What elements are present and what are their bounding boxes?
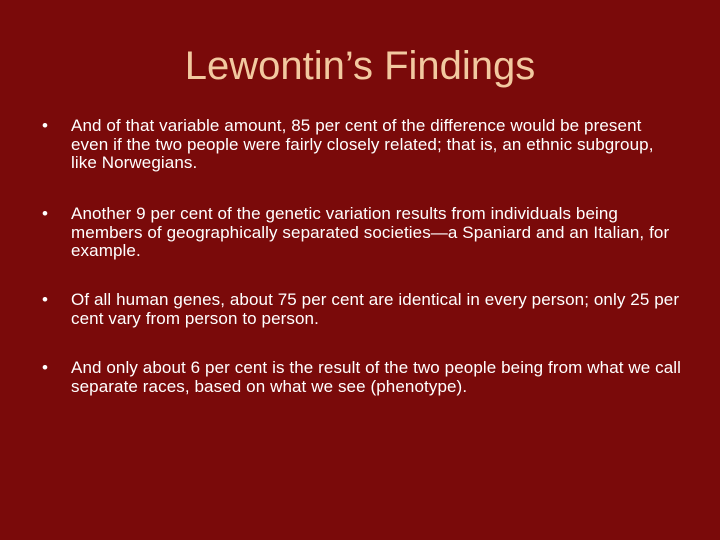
bullet-icon: • (42, 290, 48, 309)
bullet-text: And only about 6 per cent is the result of the two people being from what we call separate races, based on what we see (phenotype). (71, 358, 682, 396)
bullet-item (42, 117, 682, 173)
bullet-text: And of that variable amount, 85 per cent of the difference would be present even if the two people were fairly closely related; that is, an ethnic subgroup, like Norwegians. (71, 116, 654, 172)
bullet-item (42, 291, 682, 328)
bullet-item (42, 359, 682, 396)
bullet-icon: • (42, 116, 48, 135)
bullet-text: Of all human genes, about 75 per cent are identical in every person; only 25 per cent vary from person to person. (71, 290, 680, 328)
bullet-text: Another 9 per cent of the genetic variation results from individuals being members of geographically separated societies—a Spaniard and an Italian, for example. (71, 204, 670, 260)
bullet-item (42, 205, 682, 261)
bullet-icon: • (42, 358, 48, 377)
bullet-icon: • (42, 204, 48, 223)
slide-title: Lewontin’s Findings (184, 44, 536, 88)
